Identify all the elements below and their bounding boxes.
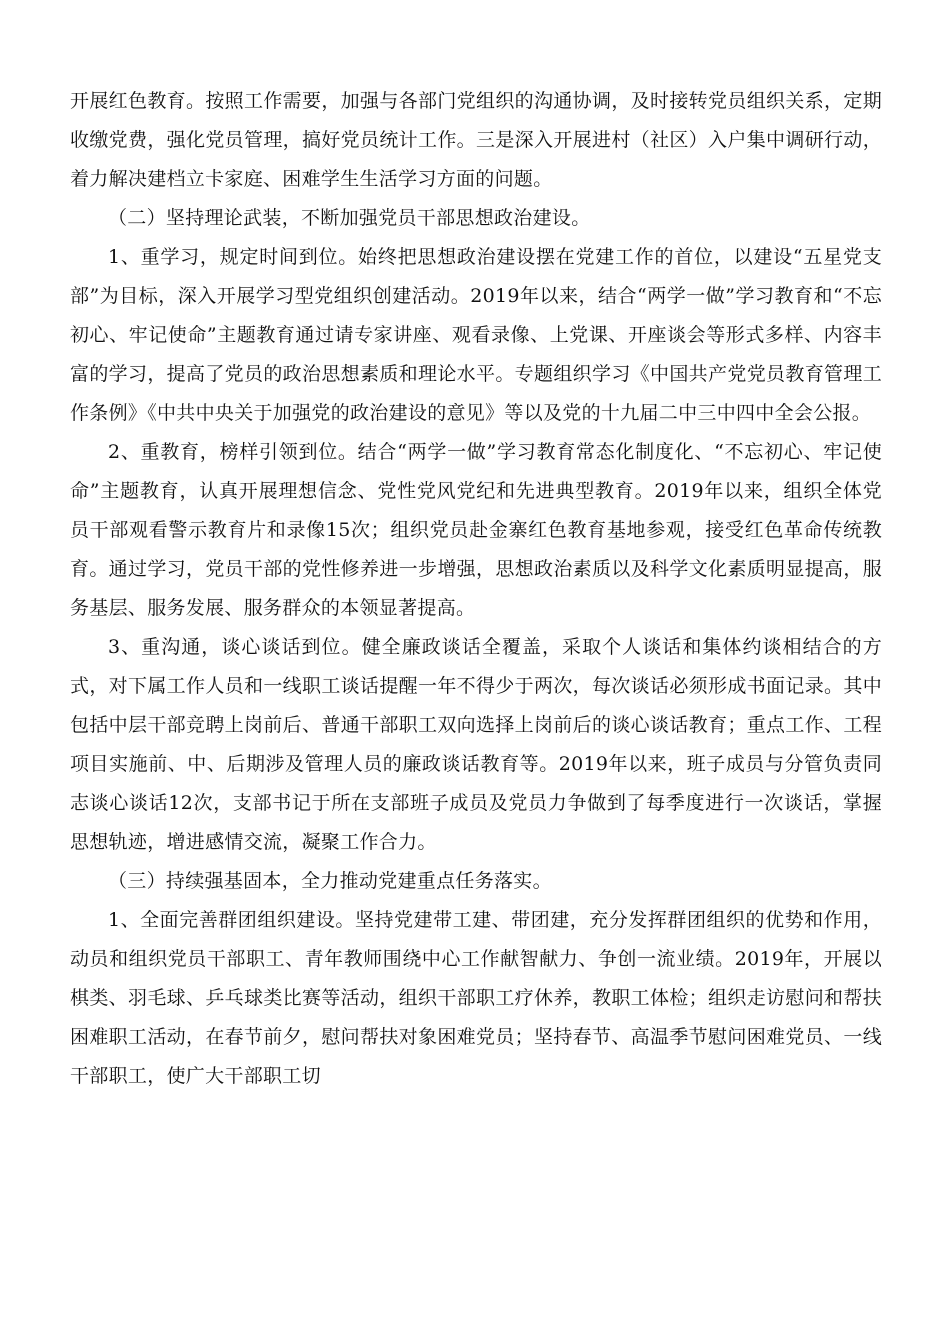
section-heading-2: （二）坚持理论武装，不断加强党员干部思想政治建设。	[108, 207, 591, 229]
document-body	[70, 82, 882, 1096]
paragraph-education: 2、重教育，榜样引领到位。结合“两学一做”学习教育常态化制度化、“不忘初心、牢记使命”主题教育，认真开展理想信念、党性党风党纪和先进典型教育。2019年以来，组织全体党员干部观看警示教育片和录像15次；组织党员赴金寨红色教育基地参观，接受红色革命传统教育。通过学习，党员干部的党性修养进一步增强，思想政治素质以及科学文化素质明显提高，服务基层、服务发展、服务群众的本领显著提高。	[70, 441, 882, 619]
paragraph-continued: 开展红色教育。按照工作需要，加强与各部门党组织的沟通协调，及时接转党员组织关系，定期收缴党费，强化党员管理，搞好党员统计工作。三是深入开展进村（社区）入户集中调研行动，着力解决建档立卡家庭、困难学生生活学习方面的问题。	[70, 90, 882, 190]
paragraph-communication: 3、重沟通，谈心谈话到位。健全廉政谈话全覆盖，采取个人谈话和集体约谈相结合的方式，对下属工作人员和一线职工谈话提醒一年不得少于两次，每次谈话必须形成书面记录。其中包括中层干部竞聘上岗前后、普通干部职工双向选择上岗前后的谈心谈话教育；重点工作、工程项目实施前、中、后期涉及管理人员的廉政谈话教育等。2019年以来，班子成员与分管负责同志谈心谈话12次，支部书记于所在支部班子成员及党员力争做到了每季度进行一次谈话，掌握思想轨迹，增进感情交流，凝聚工作合力。	[70, 636, 882, 853]
section-heading-3: （三）持续强基固本，全力推动党建重点任务落实。	[108, 870, 552, 892]
paragraph-study: 1、重学习，规定时间到位。始终把思想政治建设摆在党建工作的首位，以建设“五星党支部”为目标，深入开展学习型党组织创建活动。2019年以来，结合“两学一做”学习教育和“不忘初心、牢记使命”主题教育通过请专家讲座、观看录像、上党课、开座谈会等形式多样、内容丰富的学习，提高了党员的政治思想素质和理论水平。专题组织学习《中国共产党党员教育管理工作条例》《中共中央关于加强党的政治建设的意见》等以及党的十九届二中三中四中全会公报。	[70, 246, 882, 424]
paragraph-group-organization: 1、全面完善群团组织建设。坚持党建带工建、带团建，充分发挥群团组织的优势和作用，动员和组织党员干部职工、青年教师围绕中心工作献智献力、争创一流业绩。2019年，开展以棋类、羽毛球、乒乓球类比赛等活动，组织干部职工疗休养，教职工体检；组织走访慰问和帮扶困难职工活动，在春节前夕，慰问帮扶对象困难党员；坚持春节、高温季节慰问困难党员、一线干部职工，使广大干部职工切	[70, 909, 882, 1087]
